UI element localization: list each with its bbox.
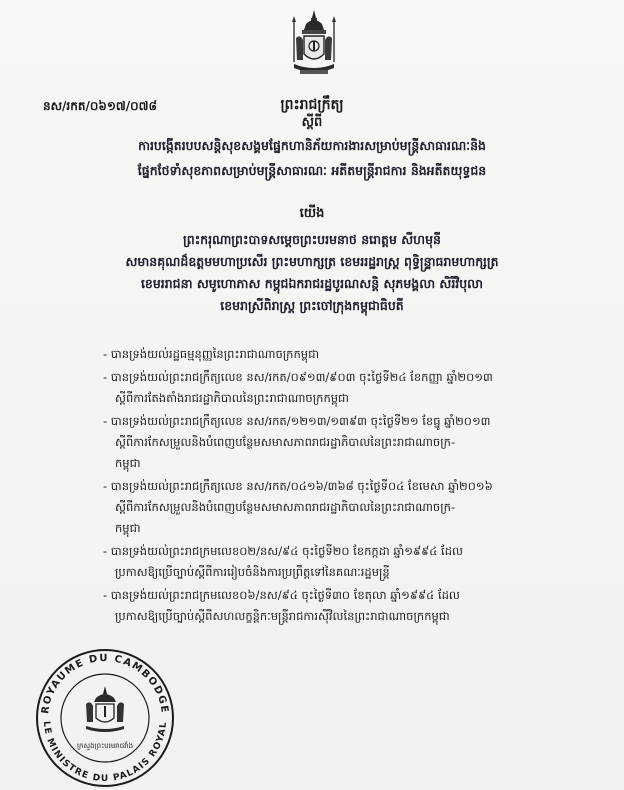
stamp-bottom-text: LE MINISTRE DU PALAIS ROYAL — [40, 720, 170, 785]
clause-line: ស្ដីពីការកែសម្រួលនិងបំពេញបន្ថែមសមាសភាពរាជរដ្ឋាភិបាលនៃព្រះរាជាណាចក្រ- — [115, 500, 456, 514]
king-title-line-3: ខេមររាជនា សមូហោភាស កម្ពុជឯករាជរដ្ឋបូរណសន្តិ សុភមង្គលា សិរីវិបុលា — [140, 276, 484, 291]
clause-item — [103, 476, 583, 539]
svg-text:ROYAUME DU CAMBODGE — [40, 653, 170, 715]
clause-item — [103, 585, 583, 627]
clause-line: - បានទ្រង់យល់ព្រះរាជក្រមលេខ០២/នស/៩៤ ចុះថ្ងៃទី២០ ខែកក្កដា ឆ្នាំ១៩៩៤ ដែល — [103, 544, 463, 558]
clause-line: - បានទ្រង់យល់ព្រះរាជក្រមលេខ០៦/នស/៩៤ ចុះថ្ងៃទី៣០ ខែតុលា ឆ្នាំ១៩៩៤ ដែល — [103, 588, 460, 602]
king-title-line-4: ខេមរាស្រីពិរាស្ត្រ ព្រះចៅក្រុងកម្ពុជាធិបតី — [220, 298, 404, 313]
clause-line: - បានទ្រង់យល់ព្រះរាជក្រឹត្យលេខ នស/រកត/០៤១៦/៣៦៨ ចុះថ្ងៃទី០៤ ខែមេសា ឆ្នាំ២០១៦ — [103, 479, 493, 493]
clause-line: - បានទ្រង់យល់ព្រះរាជក្រឹត្យលេខ នស/រកត/០៩១៣/៩០៣ ចុះថ្ងៃទី២៤ ខែកញ្ញា ឆ្នាំ២០១៣ — [103, 370, 493, 384]
title-line-1: ការបង្កើតរបបសន្តិសុខសង្គមផ្នែកហានិភ័យការងារសម្រាប់មន្ត្រីសាធារណៈនិង — [138, 138, 486, 153]
document-reference: នស/រកត/០៦១៧/០៧៨ — [43, 99, 157, 113]
clause-item — [103, 411, 583, 474]
clause-item — [103, 541, 583, 583]
clause-item — [103, 367, 583, 409]
heading-about: ស្ដីពី — [301, 115, 323, 130]
official-stamp — [30, 640, 180, 790]
clause-line: ប្រកាសឱ្យប្រើច្បាប់ស្ដីពីសហលក្ខន្តិកៈមន្ត្រីរាជការស៊ីវិលនៃព្រះរាជាណាចក្រកម្ពុជា — [115, 609, 450, 623]
king-title-line-2: សមានគុណដ៏ឧត្ដមមហាប្រសើរ ព្រះមហាក្សត្រ ខេមររដ្ឋរាស្ត្រ ពុទ្ធិន្ទ្រាធរាមហាក្សត្រ — [125, 254, 499, 269]
stamp-top-text: ROYAUME DU CAMBODGE — [40, 652, 170, 715]
king-title-line-1: ព្រះករុណាព្រះបាទសម្ដេចព្រះបរមនាថ នរោត្ដម សីហមុនី — [183, 232, 441, 247]
clause-line: - បានទ្រង់យល់ព្រះរាជក្រឹត្យលេខ នស/រកត/១២១៣/១៣៩៣ ចុះថ្ងៃទី២១ ខែធ្នូ ឆ្នាំ២០១៣ — [103, 414, 491, 428]
we-heading: យើង — [299, 206, 325, 221]
clause-line: កម្ពុជា — [115, 521, 141, 535]
royal-emblem-icon — [286, 8, 342, 80]
clause-line: ស្ដីពីការកែសម្រួលនិងបំពេញបន្ថែមសមាសភាពរាជរដ្ឋាភិបាលនៃព្រះរាជាណាចក្រ- — [115, 435, 456, 449]
clause-line: កម្ពុជា — [115, 456, 141, 470]
preamble-clauses — [103, 344, 583, 629]
heading-royal-decree: ព្រះរាជក្រឹត្យ — [280, 97, 344, 113]
stamp-emblem-icon — [86, 686, 124, 732]
clause-item — [103, 344, 583, 365]
clause-line: ប្រកាសឱ្យប្រើច្បាប់ស្ដីពីការរៀបចំនិងការប្រព្រឹត្តទៅនៃគណៈរដ្ឋមន្ត្រី — [115, 565, 390, 579]
stamp-inner-text: ក្រសួងព្រះបរមរាជវាំង — [76, 742, 134, 750]
clause-line: ស្ដីពីការតែងតាំងរាជរដ្ឋាភិបាលនៃព្រះរាជាណាចក្រកម្ពុជា — [115, 391, 349, 405]
clause-line: - បានទ្រង់យល់រដ្ឋធម្មនុញ្ញនៃព្រះរាជាណាចក្រកម្ពុជា — [103, 347, 320, 361]
title-line-2: ផ្នែកថែទាំសុខភាពសម្រាប់មន្ត្រីសាធារណៈ អតីតមន្ត្រីរាជការ និងអតីតយុទ្ធជន — [137, 163, 487, 178]
